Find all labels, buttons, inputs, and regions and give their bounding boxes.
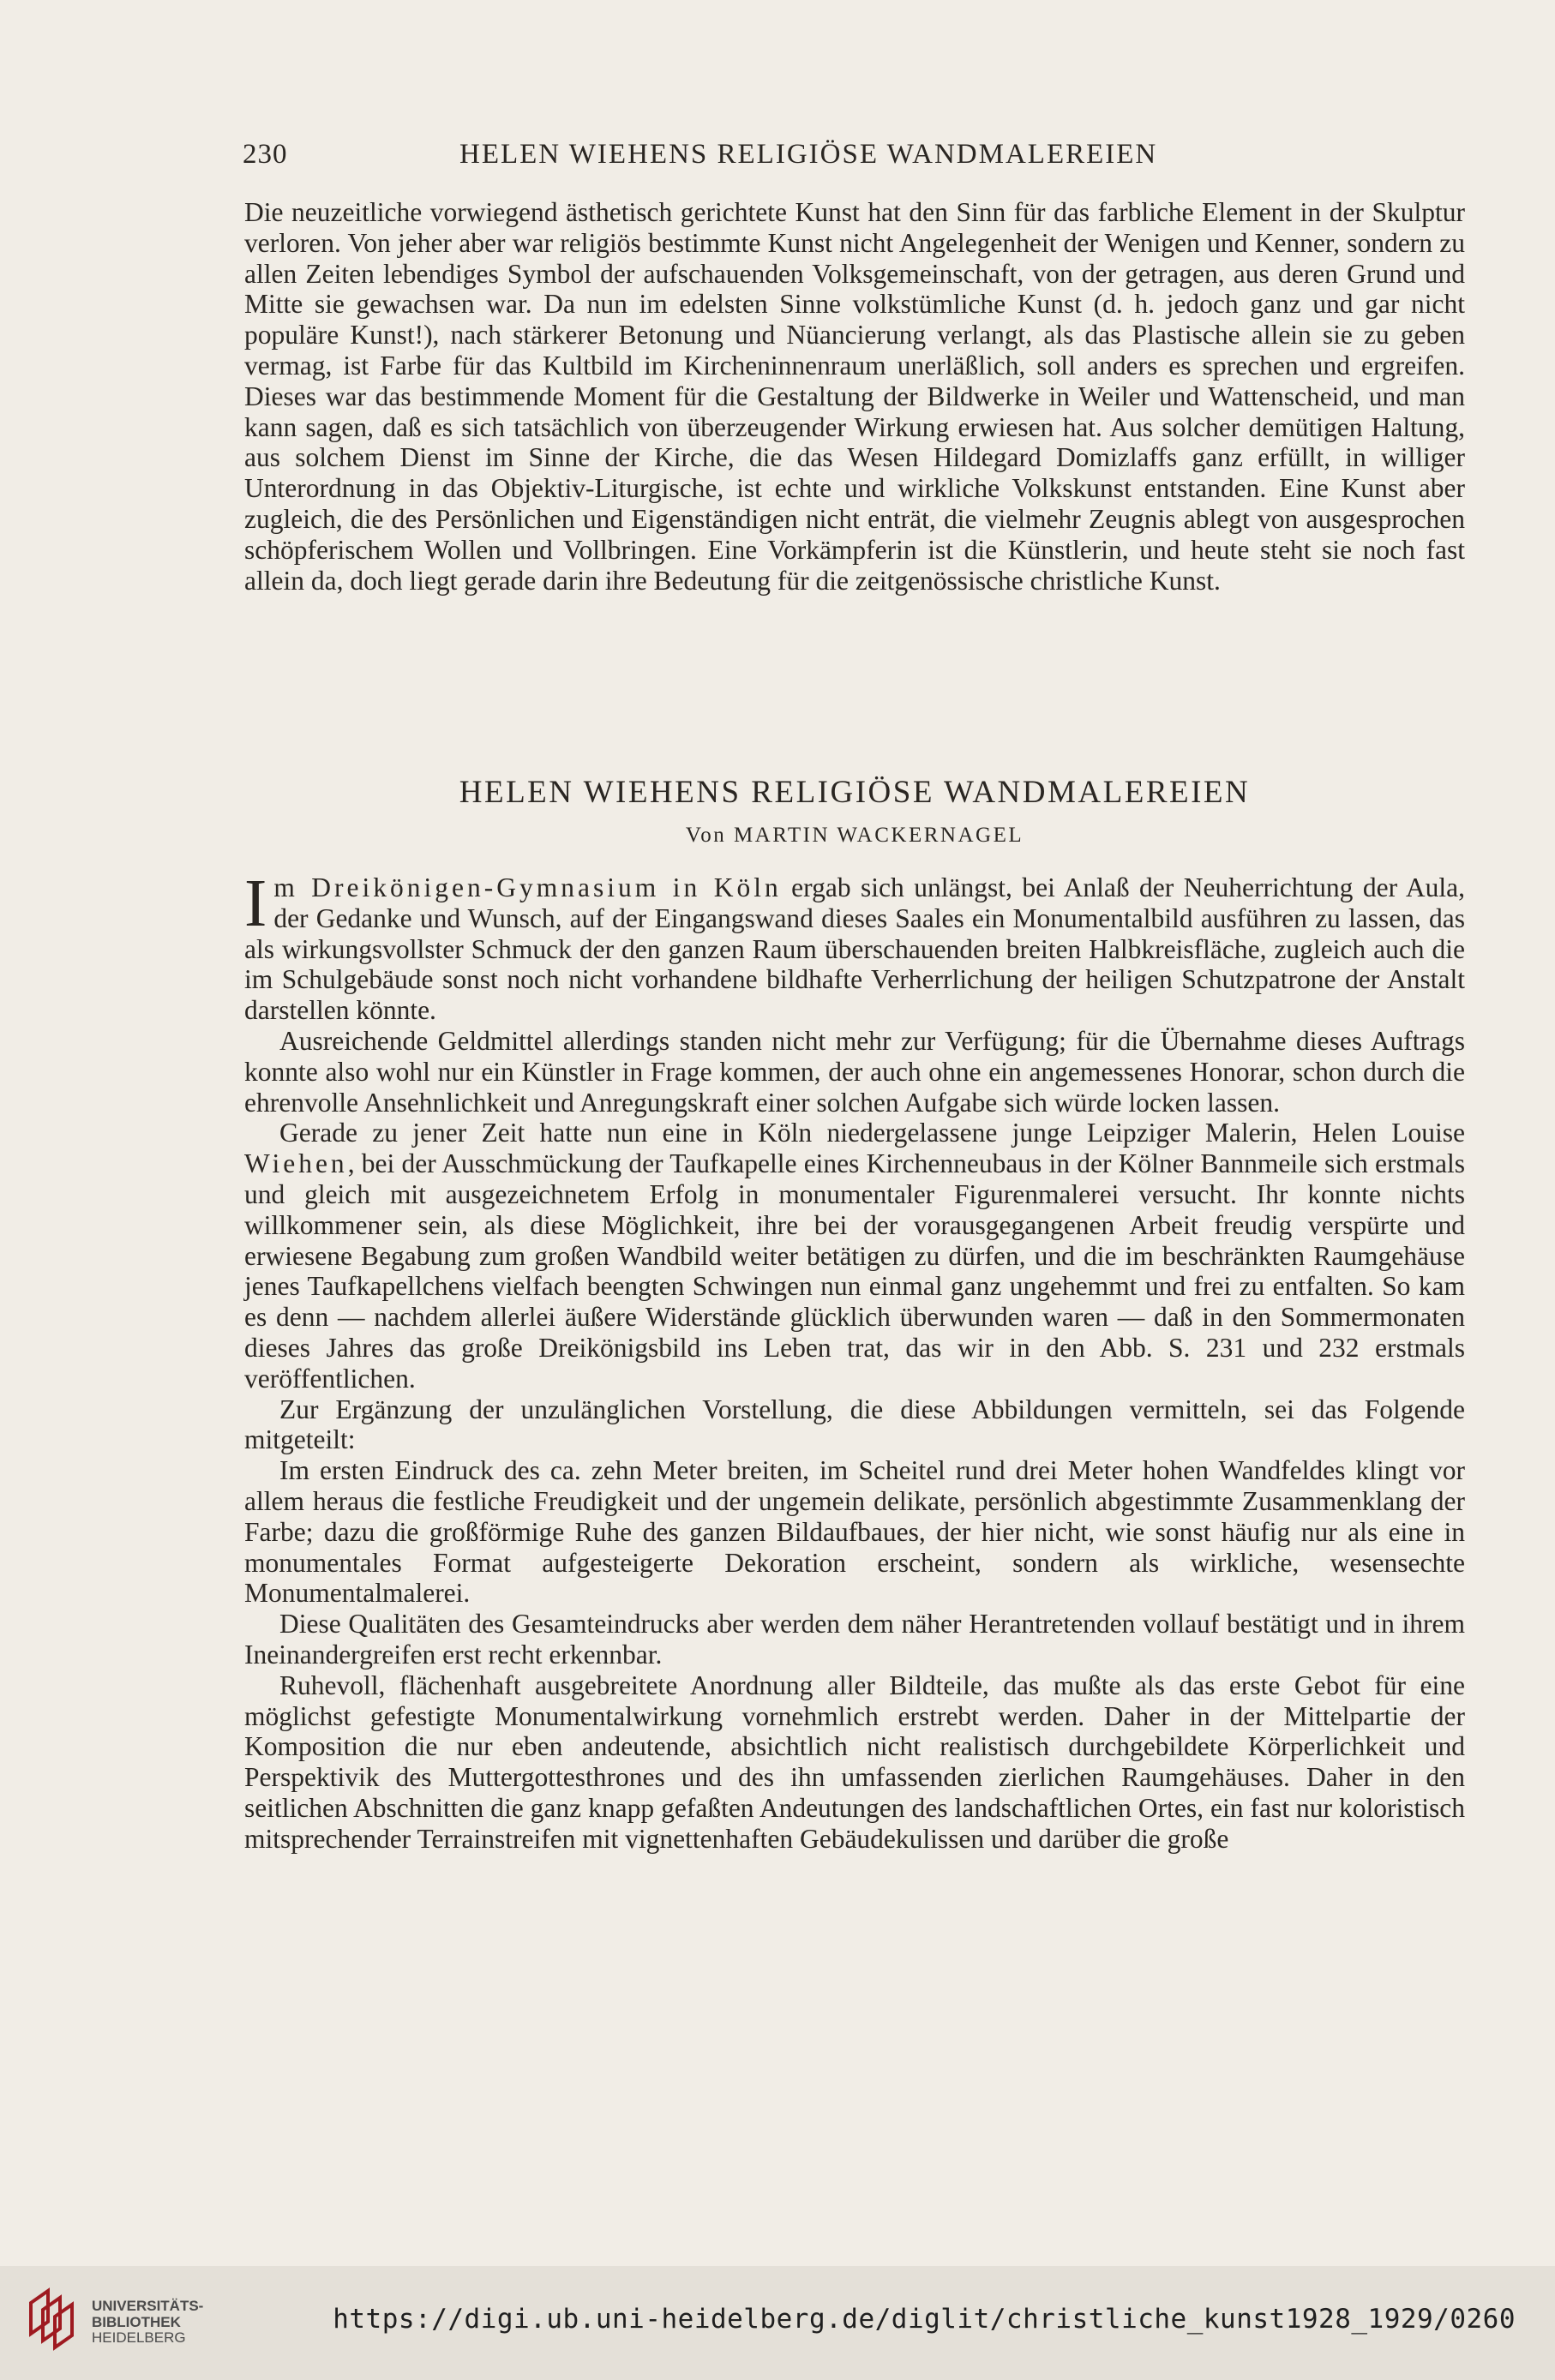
page-number: 230	[243, 139, 288, 170]
drop-cap: I	[244, 866, 267, 941]
preceding-article-text	[244, 197, 1465, 596]
running-title: HELEN WIEHENS RELIGIÖSE WANDMALEREIEN	[459, 139, 1158, 170]
paragraph-text: Gerade zu jener Zeit hatte nun eine in Köln niedergelassene junge Leipziger Malerin, Helen Louise	[279, 1118, 1465, 1148]
article-body	[244, 866, 1465, 1855]
body-paragraph-first	[244, 866, 1465, 1026]
article-byline: Von MARTIN WACKERNAGEL	[685, 824, 1024, 847]
body-paragraph: Ruhevoll, flächenhaft ausgebreitete Anordnung aller Bildteile, das mußte als das erste Gebot für eine möglichst gefestigte Monumentalwirkung vornehmlich erstrebt werden. Daher in der Mittelpartie der Komposition die nur eben andeutende, absichtlich nicht realistisch durchgebildete Körperlichkeit und Perspektivik des Muttergottesthrones und des ihn umfassenden zierlichen Raumgehäuses. Daher in den seitlichen Abschnitten die ganz knapp gefaßten Andeutungen des landschaftlichen Ortes, ein fast nur koloristisch mitsprechender Terrainstreifen mit vignettenhaften Gebäudekulissen und darüber die große	[244, 1670, 1465, 1854]
paragraph-text: , bei der Ausschmückung der Taufkapelle eines Kirchenneubaus in der Kölner Bannmeile sich erstmals und gleich mit ausgezeichnetem Erfolg in monumentaler Figurenmalerei versucht. Ihr konnte nichts willkommener sein, als diese Möglichkeit, ihre bei der vorausgegangenen Arbeit freudig verspürte und erwiesene Begabung zum großen Wandbild weiter betätigen zu dürfen, und die im beschränkten Raumgehäuse jenes Taufkapellchens vielfach beengten Schwingen nun einmal ganz ungehemmt und frei zu entfalten. So kam es denn — nachdem allerlei äußere Widerstände glücklich überwunden waren — daß in den Sommermonaten dieses Jahres das große Dreikönigsbild ins Leben trat, das wir in den Abb. S. 231 und 232 erstmals veröffentlichen.	[244, 1148, 1465, 1394]
body-paragraph: Im ersten Eindruck des ca. zehn Meter breiten, im Scheitel rund drei Meter hohen Wandfeldes klingt vor allem heraus die festliche Freudigkeit und der ungemein delikate, persönlich abgestimmte Zusammenklang der Farbe; dazu die großförmige Ruhe des ganzen Bildaufbaues, der hier nicht, wie sonst häufig nur als eine in monumentales Format aufgesteigerte Dekoration erscheint, sondern als wirkliche, wesensechte Monumentalmalerei.	[244, 1455, 1465, 1609]
spaced-opening: m Dreikönigen-Gymnasium in Köln	[273, 872, 782, 902]
body-paragraph: Die neuzeitliche vorwiegend ästhetisch gerichtete Kunst hat den Sinn für das farbliche Element in der Skulptur verloren. Von jeher aber war religiös bestimmte Kunst nicht Angelegenheit der Wenigen und Kenner, sondern zu allen Zeiten lebendiges Symbol der aufschauenden Volksgemeinschaft, von der getragen, aus deren Grund und Mitte sie gewachsen war. Da nun im edelsten Sinne volkstümliche Kunst (d. h. jedoch ganz und gar nicht populäre Kunst!), nach stärkerer Betonung und Nüancierung verlangt, als das Plastische allein sie zu geben vermag, ist Farbe für das Kultbild im Kircheninnenraum unerläßlich, soll anders es sprechen und ergreifen. Dieses war das bestimmende Moment für die Gestaltung der Bildwerke in Weiler und Wattenscheid, und man kann sagen, daß es sich tatsächlich von überzeugender Wirkung erwiesen hat. Aus solcher demütigen Haltung, aus solchem Dienst im Sinne der Kirche, die das Wesen Hildegard Domizlaffs ganz erfüllt, in williger Unterordnung in das Objektiv-Liturgische, ist echte und wirkliche Volkskunst entstanden. Eine Kunst aber zugleich, die des Persönlichen und Eigenständigen nicht enträt, die vielmehr Zeugnis ablegt von ausgesprochen schöpferischem Wollen und Vollbringen. Eine Vorkämpferin ist die Künstlerin, und heute steht sie noch fast allein da, doch liegt gerade darin ihre Bedeutung für die zeitgenössische christliche Kunst.	[244, 197, 1465, 596]
body-paragraph: Ausreichende Geldmittel allerdings standen nicht mehr zur Verfügung; für die Übernahme dieses Auftrags konnte also wohl nur ein Künstler in Frage kommen, der auch ohne ein angemessenes Honorar, schon durch die ehrenvolle Ansehnlichkeit und Anregungskraft einer solchen Aufgabe sich würde locken lassen.	[244, 1025, 1465, 1118]
article-title: HELEN WIEHENS RELIGIÖSE WANDMALEREIEN	[459, 775, 1251, 810]
library-name[interactable]	[92, 2299, 203, 2347]
body-paragraph: Diese Qualitäten des Gesamteindrucks aber werden dem näher Herantretenden vollauf bestätigt und in ihrem Ineinandergreifen erst recht erkennbar.	[244, 1609, 1465, 1670]
library-name-line-3: HEIDELBERG	[92, 2329, 186, 2346]
library-logo-icon[interactable]	[26, 2284, 82, 2356]
library-name-line-1: UNIVERSITÄTS-	[92, 2298, 204, 2314]
library-name-line-2: BIBLIOTHEK	[92, 2313, 181, 2330]
running-header	[243, 139, 1460, 173]
artist-name: Wiehen	[244, 1148, 348, 1179]
body-paragraph: Zur Ergänzung der unzulänglichen Vorstellung, die diese Abbildungen vermitteln, sei das Folgende mitgeteilt:	[244, 1394, 1465, 1455]
source-url-link[interactable]: https://digi.ub.uni-heidelberg.de/diglit/christliche_kunst1928_1929/0260	[333, 2304, 1516, 2335]
paragraph-text: ergab sich unlängst, bei Anlaß der Neuherrichtung der Aula, der Gedanke und Wunsch, auf der Eingangswand dieses Saales ein Monumentalbild ausführen zu lassen, das als wirkungsvollster Schmuck der den ganzen Raum überschauenden breiten Halbkreisfläche, zugleich auch die im Schulgebäude sonst noch nicht vorhandene bildhafte Verherrlichung der heiligen Schutzpatrone der Anstalt darstellen könnte.	[244, 872, 1465, 1026]
body-paragraph	[244, 1118, 1465, 1394]
